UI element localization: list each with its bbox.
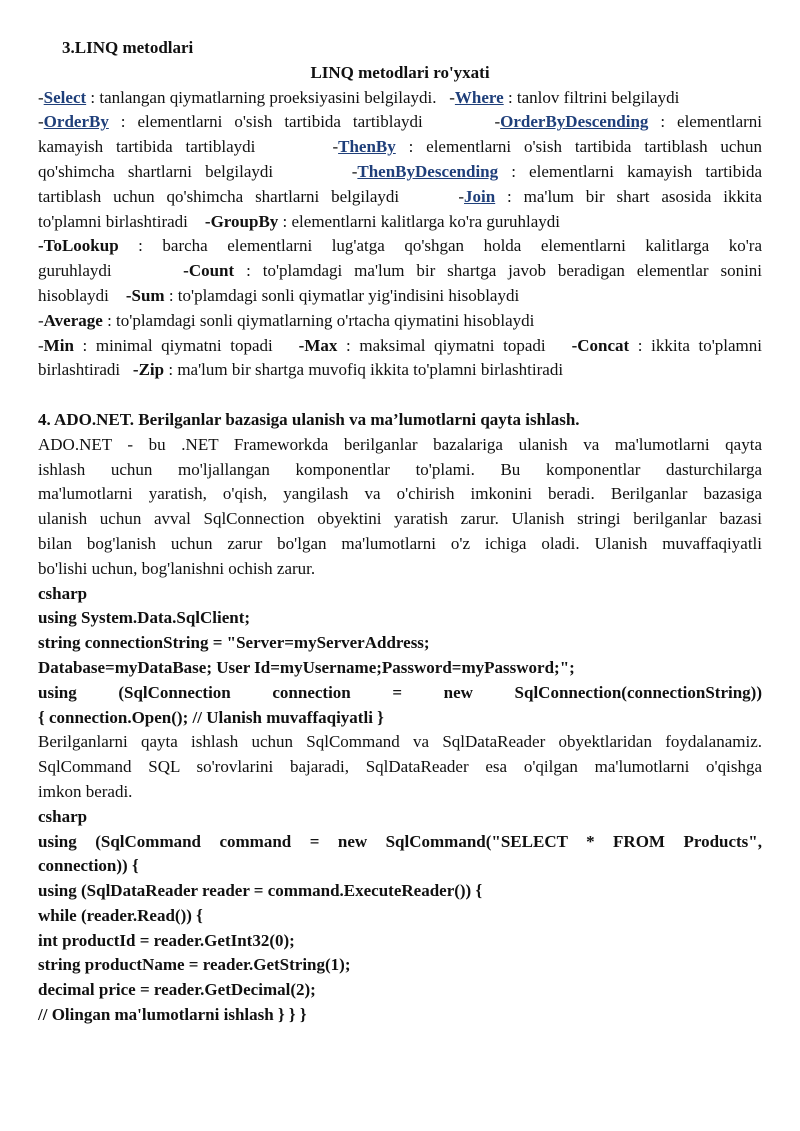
list-line: kamayish tartibida tartiblaydi -ThenBy : elementlarni o'sish tartibida tartiblash uchun (38, 137, 762, 157)
paragraph-line: Berilganlarni qayta ishlash uchun SqlCommand va SqlDataReader obyektlaridan foydalanamiz. (38, 732, 762, 752)
select-link[interactable]: Select (43, 87, 87, 107)
linq-methods-list (38, 86, 762, 384)
thenbydescending-link[interactable]: ThenByDescending (357, 161, 499, 181)
list-line (38, 358, 762, 383)
method-description: : barcha elementlarni lug'atga qo'shgan holda elementlarni kalitlarga ko'ra (118, 236, 762, 256)
code-line: using (SqlCommand command = new SqlCommand("SELECT * FROM Products", (38, 831, 762, 851)
method-description: tartiblash uchun qo'shimcha shartlarni belgilaydi (38, 186, 400, 206)
connection-code-block (38, 582, 762, 731)
code-line: csharp (38, 806, 88, 826)
list-line: -OrderBy : elementlarni o'sish tartibida tartiblaydi -OrderByDescending : elementlarni (38, 112, 762, 132)
paragraph-line: imkon beradi. (38, 781, 133, 801)
count-method: -Count (183, 261, 235, 281)
method-description: : to'plamdagi ma'lum bir shartga javob beradigan elementlar sonini (234, 261, 763, 281)
groupby-method: -GroupBy (204, 211, 279, 231)
orderby-link[interactable]: OrderBy (43, 112, 109, 132)
code-line: int productId = reader.GetInt32(0); (38, 930, 295, 950)
code-line: using (SqlDataReader reader = command.ExecuteReader()) { (38, 881, 483, 901)
min-method: Min (43, 335, 74, 355)
thenby-link[interactable]: ThenBy (338, 137, 396, 157)
method-description: : elementlarni o'sish tartibida tartiblaydi (108, 112, 423, 132)
method-description: hisoblaydi (38, 285, 109, 305)
code-line: string productName = reader.GetString(1); (38, 955, 351, 975)
document-page (38, 36, 762, 1028)
method-description: : maksimal qiymatni topadi (337, 335, 546, 355)
paragraph-line: bilan bog'lanish uchun zarur bo'lgan ma'lumotlarni o'z ichiga oladi. Ulanish muvaffaqiyatli (38, 533, 762, 553)
list-line (38, 210, 762, 235)
linq-list-title: LINQ metodlari ro'yxati (310, 62, 490, 82)
where-link[interactable]: Where (454, 87, 504, 107)
method-description: guruhlaydi (38, 261, 112, 281)
method-description: : to'plamdagi sonli qiymatlar yig'indisini hisoblaydi (164, 285, 520, 305)
section-3-heading: 3.LINQ metodlari (62, 38, 194, 57)
list-line: -Average : to'plamdagi sonli qiymatlarning o'rtacha qiymatini hisoblaydi (38, 310, 535, 330)
code-line: using System.Data.SqlClient; (38, 608, 251, 628)
list-line (38, 284, 762, 309)
code-line: csharp (38, 583, 88, 603)
paragraph-line: ADO.NET - bu .NET Frameworkda berilganlar bazalariga ulanish va ma'lumotlarni qayta (38, 434, 762, 454)
list-line: qo'shimcha shartlarni belgilaydi -ThenByDescending : elementlarni kamayish tartibida (38, 161, 762, 181)
code-line: while (reader.Read()) { (38, 905, 203, 925)
method-description: : tanlov filtrini belgilaydi (503, 87, 680, 107)
ado-intro-paragraph (38, 433, 762, 582)
method-description: : ma'lum bir shartga muvofiq ikkita to'plamni birlashtiradi (164, 360, 564, 380)
list-line (38, 234, 762, 259)
list-line: tartiblash uchun qo'shimcha shartlarni belgilaydi -Join : ma'lum bir shart asosida ikkita (38, 186, 762, 206)
paragraph-line: bo'lishi uchun, bog'lanishni ochish zarur. (38, 558, 316, 578)
method-description: : to'plamdagi sonli qiymatlarning o'rtacha qiymatini hisoblaydi (102, 310, 535, 330)
sum-method: -Sum (125, 285, 165, 305)
method-description: birlashtiradi (38, 360, 121, 380)
join-link[interactable]: Join (464, 186, 496, 206)
method-description: : elementlarni (648, 112, 762, 132)
concat-method: -Concat (571, 335, 630, 355)
method-description: : tanlangan qiymatlarning proeksiyasini belgilaydi. (86, 87, 437, 107)
method-description: to'plamni birlashtiradi (38, 211, 188, 231)
paragraph-line: SqlCommand SQL so'rovlarini bajaradi, SqlDataReader esa o'qilgan ma'lumotlarni o'qishga (38, 757, 762, 777)
paragraph-line: ishlash uchun mo'ljallangan komponentlar to'plami. Bu komponentlar dasturchilarga (38, 459, 762, 479)
method-description: : minimal qiymatni topadi (73, 335, 273, 355)
code-line: using (SqlConnection connection = new SqlConnection(connectionString)) (38, 682, 762, 702)
section-4-heading: 4. ADO.NET. Berilganlar bazasiga ulanish va ma’lumotlarni qayta ishlash. (38, 409, 580, 429)
list-line: -Min : minimal qiymatni topadi -Max : maksimal qiymatni topadi -Concat : ikkita to'plamni (38, 335, 763, 355)
code-line: string connectionString = "Server=myServerAddress; (38, 633, 430, 653)
average-method: Average (43, 310, 103, 330)
tolookup-method: -ToLookup (38, 236, 119, 256)
list-line (38, 259, 762, 284)
spacer (38, 383, 762, 408)
list-line: -Select : tanlangan qiymatlarning proeksiyasini belgilaydi. -Where : tanlov filtrini belgilaydi (38, 87, 680, 107)
code-line: decimal price = reader.GetDecimal(2); (38, 980, 316, 1000)
code-line: // Olingan ma'lumotlarni ishlash } } } (38, 1005, 307, 1025)
method-description: qo'shimcha shartlarni belgilaydi (38, 161, 274, 181)
reader-code-block (38, 805, 762, 1028)
method-description: : elementlarni o'sish tartibida tartiblash uchun (395, 137, 762, 157)
code-line: connection)) { (38, 856, 139, 876)
method-description: : ma'lum bir shart asosida ikkita (495, 186, 762, 206)
method-description: : elementlarni kalitlarga ko'ra guruhlaydi (278, 211, 561, 231)
zip-method: -Zip (132, 360, 165, 380)
method-description: : elementlarni kamayish tartibida (498, 161, 762, 181)
paragraph-line: ulanish uchun avval SqlConnection obyektini yaratish zarur. Ulanish stringi berilganlar bazasi (38, 509, 762, 529)
max-method: -Max (298, 335, 338, 355)
method-description: : ikkita to'plamni (629, 335, 763, 355)
paragraph-line: ma'lumotlarni yaratish, o'qish, yangilash va o'chirish imkonini beradi. Berilganlar bazasiga (38, 484, 762, 504)
code-line: { connection.Open(); // Ulanish muvaffaqiyatli } (38, 707, 384, 727)
method-description: kamayish tartibida tartiblaydi (38, 137, 256, 157)
code-line: Database=myDataBase; User Id=myUsername;Password=myPassword;"; (38, 657, 575, 677)
orderbydescending-link[interactable]: OrderByDescending (500, 112, 649, 132)
data-processing-paragraph (38, 730, 762, 804)
